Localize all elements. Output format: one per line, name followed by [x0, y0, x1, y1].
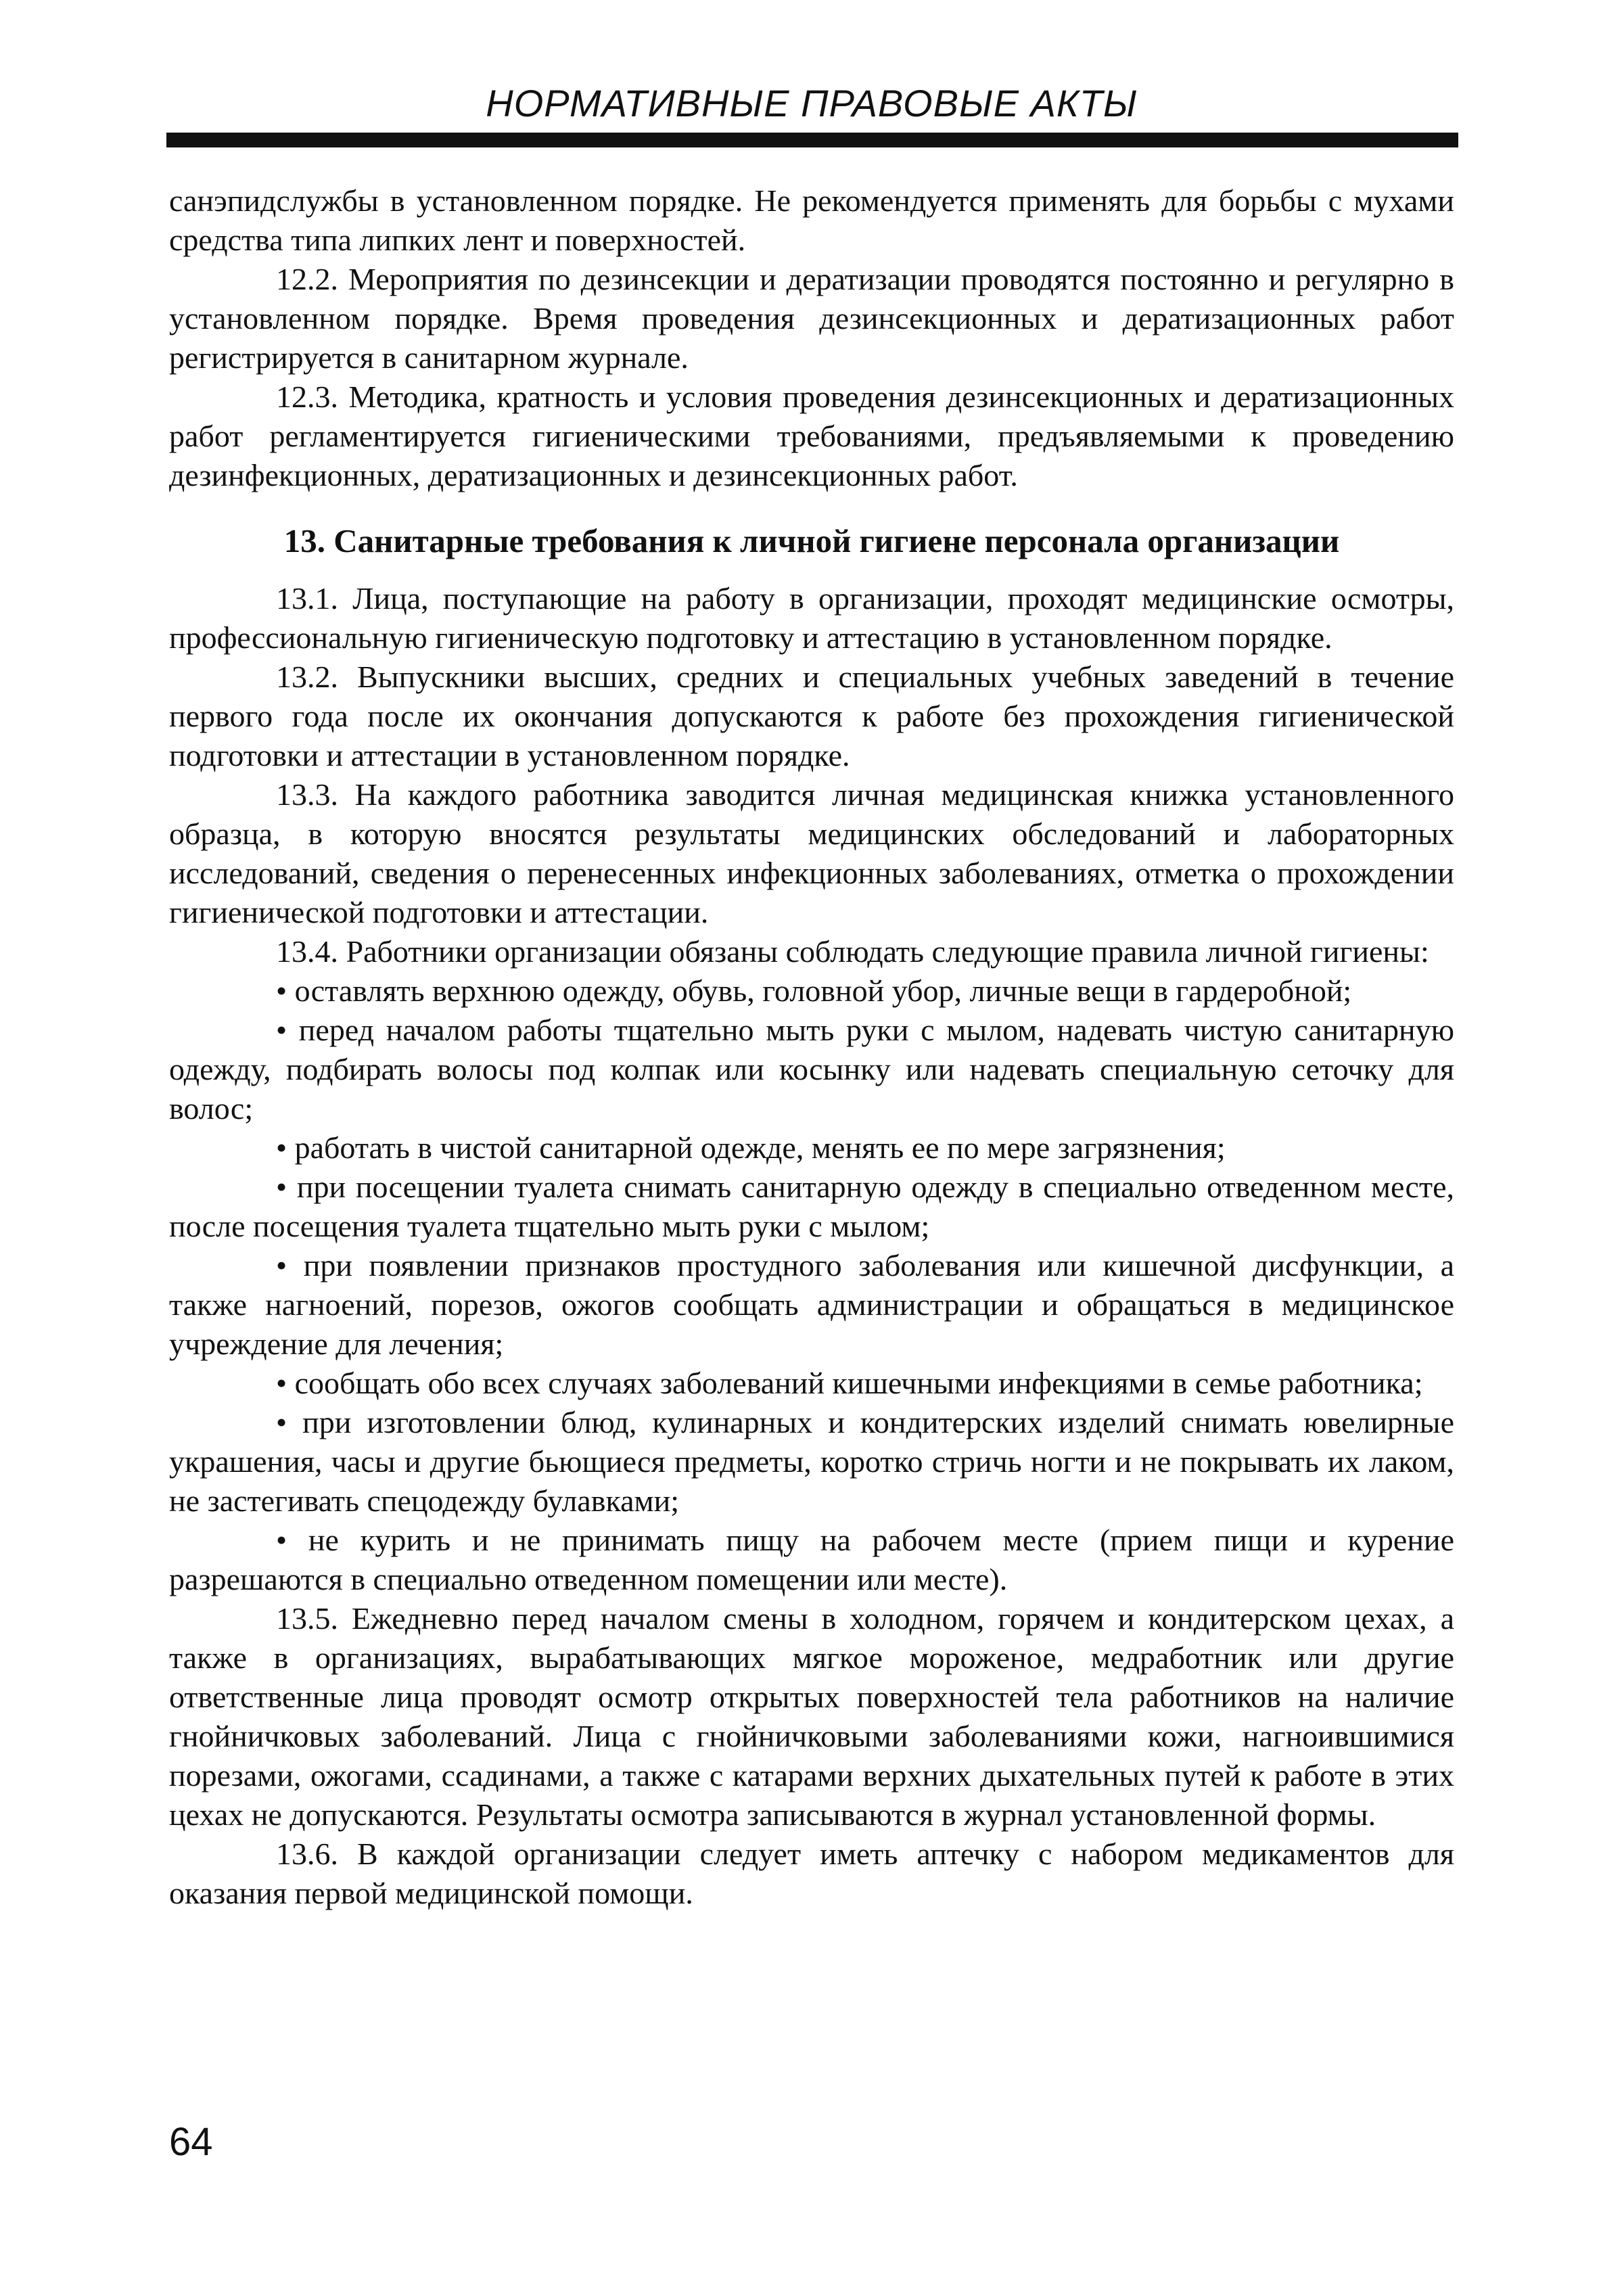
bullet-item: • перед началом работы тщательно мыть руки с мылом, надевать чистую санитарную одежду, подбирать волосы под колпак или косынку или надевать специальную сеточку для волос;	[169, 1013, 1454, 1126]
paragraph-13-1: 13.1. Лица, поступающие на работу в организации, проходят медицинские осмотры, профессиональную гигиеническую подготовку и аттестацию в установленном порядке.	[169, 581, 1454, 655]
bullet-item: • оставлять верхнюю одежду, обувь, головной убор, личные вещи в гардеробной;	[276, 973, 1352, 1008]
paragraph-13-2: 13.2. Выпускники высших, средних и специальных учебных заведений в течение первого года после их окончания допускаются к работе без прохождения гигиенической подготовки и аттестации в установленном порядке.	[169, 660, 1454, 772]
paragraph-13-6: 13.6. В каждой организации следует иметь аптечку с набором медикаментов для оказания первой медицинской помощи.	[169, 1837, 1454, 1910]
paragraph-continuation: санэпидслужбы в установленном порядке. Не рекомендуется применять для борьбы с мухами средства типа липких лент и поверхностей.	[169, 183, 1454, 257]
bullet-item: • работать в чистой санитарной одежде, менять ее по мере загрязнения;	[276, 1130, 1226, 1165]
running-header-title: НОРМАТИВНЫЕ ПРАВОВЫЕ АКТЫ	[486, 82, 1138, 124]
bullet-item: • при изготовлении блюд, кулинарных и кондитерских изделий снимать ювелирные украшения, часы и другие бьющиеся предметы, коротко стричь ногти и не покрывать их лаком, не застегивать спецодежду булавками;	[169, 1405, 1454, 1518]
bullet-item: • не курить и не принимать пищу на рабочем месте (прием пищи и курение разрешаются в специально отведенном помещении или месте).	[169, 1523, 1454, 1596]
paragraph-12-2: 12.2. Мероприятия по дезинсекции и дератизации проводятся постоянно и регулярно в установленном порядке. Время проведения дезинсекционных и дератизационных работ регистрируется в санитарном журнале.	[169, 262, 1454, 375]
paragraph-13-4: 13.4. Работники организации обязаны соблюдать следующие правила личной гигиены:	[276, 934, 1429, 969]
page-body	[169, 181, 1454, 1913]
paragraph-13-5: 13.5. Ежедневно перед началом смены в холодном, горячем и кондитерском цехах, а также в организациях, вырабатывающих мягкое мороженое, медработник или другие ответственные лица проводят осмотр открытых поверхностей тела работников на наличие гнойничковых заболеваний. Лица с гнойничковыми заболеваниями кожи, нагноившимися порезами, ожогами, ссадинами, а также с катарами верхних дыхательных путей к работе в этих цехах не допускаются. Результаты осмотра записываются в журнал установленной формы.	[169, 1601, 1454, 1832]
header-rule	[166, 133, 1458, 147]
paragraph-13-3: 13.3. На каждого работника заводится личная медицинская книжка установленного образца, в которую вносятся результаты медицинских обследований и лабораторных исследований, сведения о перенесенных инфекционных заболеваниях, отметка о прохождении гигиенической подготовки и аттестации.	[169, 777, 1454, 929]
bullet-item: • при посещении туалета снимать санитарную одежду в специально отведенном месте, после посещения туалета тщательно мыть руки с мылом;	[169, 1170, 1454, 1243]
paragraph-12-3: 12.3. Методика, кратность и условия проведения дезинсекционных и дератизационных работ регламентируется гигиеническими требованиями, предъявляемыми к проведению дезинфекционных, дератизационных и дезинсекционных работ.	[169, 379, 1454, 492]
bullet-item: • при появлении признаков простудного заболевания или кишечной дисфункции, а также нагноений, порезов, ожогов сообщать администрации и обращаться в медицинское учреждение для лечения;	[169, 1248, 1454, 1361]
page-number: 64	[169, 2120, 213, 2164]
section-heading: 13. Санитарные требования к личной гигиене персонала организации	[283, 522, 1340, 559]
bullet-item: • сообщать обо всех случаях заболеваний кишечными инфекциями в семье работника;	[276, 1366, 1423, 1400]
